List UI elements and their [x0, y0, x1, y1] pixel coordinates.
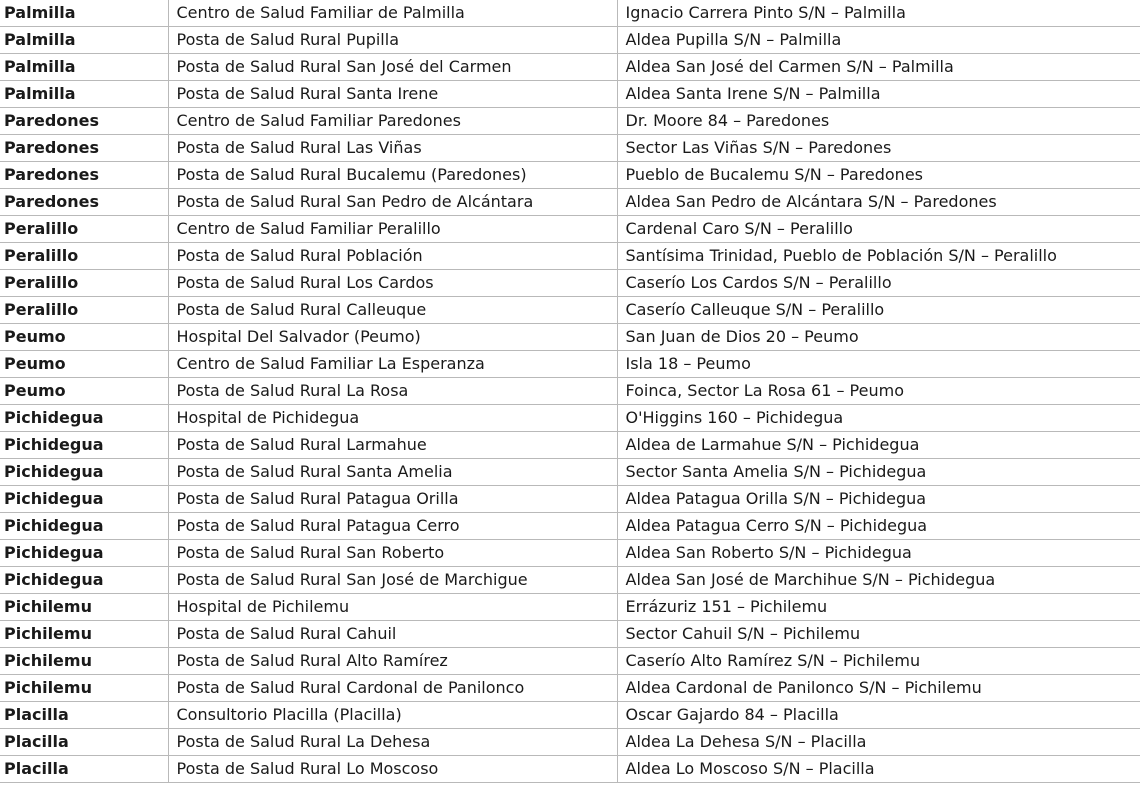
establishment-cell: Hospital de Pichilemu	[168, 594, 617, 621]
establishment-cell: Posta de Salud Rural Los Cardos	[168, 270, 617, 297]
table-row	[0, 135, 1140, 162]
establishment-cell: Centro de Salud Familiar Peralillo	[168, 216, 617, 243]
establishment-cell: Centro de Salud Familiar Paredones	[168, 108, 617, 135]
address-cell: Sector Las Viñas S/N – Paredones	[617, 135, 1140, 162]
commune-cell: Pichilemu	[0, 648, 168, 675]
table-row	[0, 0, 1140, 27]
address-cell: Aldea San Pedro de Alcántara S/N – Paredones	[617, 189, 1140, 216]
commune-cell: Pichidegua	[0, 459, 168, 486]
commune-cell: Placilla	[0, 702, 168, 729]
commune-cell: Palmilla	[0, 27, 168, 54]
address-cell: San Juan de Dios 20 – Peumo	[617, 324, 1140, 351]
address-cell: Aldea Cardonal de Panilonco S/N – Pichilemu	[617, 675, 1140, 702]
address-cell: Dr. Moore 84 – Paredones	[617, 108, 1140, 135]
table-row	[0, 54, 1140, 81]
table-row	[0, 594, 1140, 621]
commune-cell: Pichidegua	[0, 540, 168, 567]
commune-cell: Placilla	[0, 756, 168, 783]
address-cell: Santísima Trinidad, Pueblo de Población S/N – Peralillo	[617, 243, 1140, 270]
establishment-cell: Consultorio Placilla (Placilla)	[168, 702, 617, 729]
address-cell: Aldea San Roberto S/N – Pichidegua	[617, 540, 1140, 567]
establishment-cell: Posta de Salud Rural Patagua Orilla	[168, 486, 617, 513]
table-row	[0, 540, 1140, 567]
commune-cell: Paredones	[0, 108, 168, 135]
table-row	[0, 432, 1140, 459]
table-row	[0, 351, 1140, 378]
address-cell: Caserío Calleuque S/N – Peralillo	[617, 297, 1140, 324]
table-row	[0, 702, 1140, 729]
establishment-cell: Posta de Salud Rural Población	[168, 243, 617, 270]
establishment-cell: Posta de Salud Rural Lo Moscoso	[168, 756, 617, 783]
address-cell: Isla 18 – Peumo	[617, 351, 1140, 378]
address-cell: Cardenal Caro S/N – Peralillo	[617, 216, 1140, 243]
establishment-cell: Posta de Salud Rural Santa Amelia	[168, 459, 617, 486]
address-cell: Aldea San José del Carmen S/N – Palmilla	[617, 54, 1140, 81]
commune-cell: Peumo	[0, 324, 168, 351]
commune-cell: Palmilla	[0, 0, 168, 27]
establishment-cell: Posta de Salud Rural Cahuil	[168, 621, 617, 648]
address-cell: Aldea de Larmahue S/N – Pichidegua	[617, 432, 1140, 459]
address-cell: Aldea Lo Moscoso S/N – Placilla	[617, 756, 1140, 783]
commune-cell: Palmilla	[0, 81, 168, 108]
table-row	[0, 270, 1140, 297]
commune-cell: Pichidegua	[0, 405, 168, 432]
table-row	[0, 729, 1140, 756]
table-row	[0, 675, 1140, 702]
table-row	[0, 324, 1140, 351]
address-cell: Aldea San José de Marchihue S/N – Pichidegua	[617, 567, 1140, 594]
commune-cell: Peralillo	[0, 243, 168, 270]
establishment-cell: Posta de Salud Rural San Pedro de Alcántara	[168, 189, 617, 216]
commune-cell: Pichilemu	[0, 621, 168, 648]
establishment-cell: Posta de Salud Rural San José de Marchigue	[168, 567, 617, 594]
establishment-cell: Centro de Salud Familiar La Esperanza	[168, 351, 617, 378]
establishment-cell: Posta de Salud Rural San José del Carmen	[168, 54, 617, 81]
table-row	[0, 405, 1140, 432]
address-cell: Caserío Los Cardos S/N – Peralillo	[617, 270, 1140, 297]
establishment-cell: Hospital Del Salvador (Peumo)	[168, 324, 617, 351]
commune-cell: Placilla	[0, 729, 168, 756]
table-row	[0, 162, 1140, 189]
establishment-cell: Posta de Salud Rural Pupilla	[168, 27, 617, 54]
establishment-cell: Posta de Salud Rural Larmahue	[168, 432, 617, 459]
commune-cell: Paredones	[0, 189, 168, 216]
commune-cell: Pichilemu	[0, 594, 168, 621]
establishment-cell: Posta de Salud Rural Calleuque	[168, 297, 617, 324]
address-cell: Pueblo de Bucalemu S/N – Paredones	[617, 162, 1140, 189]
table-row	[0, 756, 1140, 783]
table-row	[0, 189, 1140, 216]
table-row	[0, 27, 1140, 54]
table-row	[0, 648, 1140, 675]
establishment-cell: Posta de Salud Rural Bucalemu (Paredones)	[168, 162, 617, 189]
table-row	[0, 486, 1140, 513]
table-row	[0, 216, 1140, 243]
table-row	[0, 243, 1140, 270]
commune-cell: Peumo	[0, 378, 168, 405]
address-cell: Sector Cahuil S/N – Pichilemu	[617, 621, 1140, 648]
commune-cell: Pichidegua	[0, 486, 168, 513]
commune-cell: Pichilemu	[0, 675, 168, 702]
table-row	[0, 513, 1140, 540]
address-cell: Sector Santa Amelia S/N – Pichidegua	[617, 459, 1140, 486]
establishment-cell: Posta de Salud Rural La Rosa	[168, 378, 617, 405]
address-cell: Caserío Alto Ramírez S/N – Pichilemu	[617, 648, 1140, 675]
address-cell: Errázuriz 151 – Pichilemu	[617, 594, 1140, 621]
establishment-cell: Centro de Salud Familiar de Palmilla	[168, 0, 617, 27]
establishment-cell: Posta de Salud Rural Patagua Cerro	[168, 513, 617, 540]
table-row	[0, 81, 1140, 108]
commune-cell: Peralillo	[0, 297, 168, 324]
address-cell: Ignacio Carrera Pinto S/N – Palmilla	[617, 0, 1140, 27]
commune-cell: Pichidegua	[0, 567, 168, 594]
commune-cell: Palmilla	[0, 54, 168, 81]
commune-cell: Paredones	[0, 162, 168, 189]
address-cell: Aldea Patagua Orilla S/N – Pichidegua	[617, 486, 1140, 513]
address-cell: Aldea Patagua Cerro S/N – Pichidegua	[617, 513, 1140, 540]
address-cell: Oscar Gajardo 84 – Placilla	[617, 702, 1140, 729]
table-row	[0, 297, 1140, 324]
establishment-cell: Posta de Salud Rural Alto Ramírez	[168, 648, 617, 675]
commune-cell: Peralillo	[0, 216, 168, 243]
address-cell: Aldea Santa Irene S/N – Palmilla	[617, 81, 1140, 108]
table-row	[0, 378, 1140, 405]
address-cell: Aldea La Dehesa S/N – Placilla	[617, 729, 1140, 756]
establishment-cell: Posta de Salud Rural La Dehesa	[168, 729, 617, 756]
commune-cell: Paredones	[0, 135, 168, 162]
table-row	[0, 621, 1140, 648]
establishment-cell: Posta de Salud Rural San Roberto	[168, 540, 617, 567]
address-cell: O'Higgins 160 – Pichidegua	[617, 405, 1140, 432]
commune-cell: Peumo	[0, 351, 168, 378]
commune-cell: Pichidegua	[0, 432, 168, 459]
establishment-cell: Posta de Salud Rural Cardonal de Panilonco	[168, 675, 617, 702]
commune-cell: Peralillo	[0, 270, 168, 297]
table-row	[0, 567, 1140, 594]
table-row	[0, 108, 1140, 135]
table-row	[0, 459, 1140, 486]
commune-cell: Pichidegua	[0, 513, 168, 540]
establishment-cell: Hospital de Pichidegua	[168, 405, 617, 432]
establishment-cell: Posta de Salud Rural Santa Irene	[168, 81, 617, 108]
address-cell: Foinca, Sector La Rosa 61 – Peumo	[617, 378, 1140, 405]
address-cell: Aldea Pupilla S/N – Palmilla	[617, 27, 1140, 54]
establishment-cell: Posta de Salud Rural Las Viñas	[168, 135, 617, 162]
